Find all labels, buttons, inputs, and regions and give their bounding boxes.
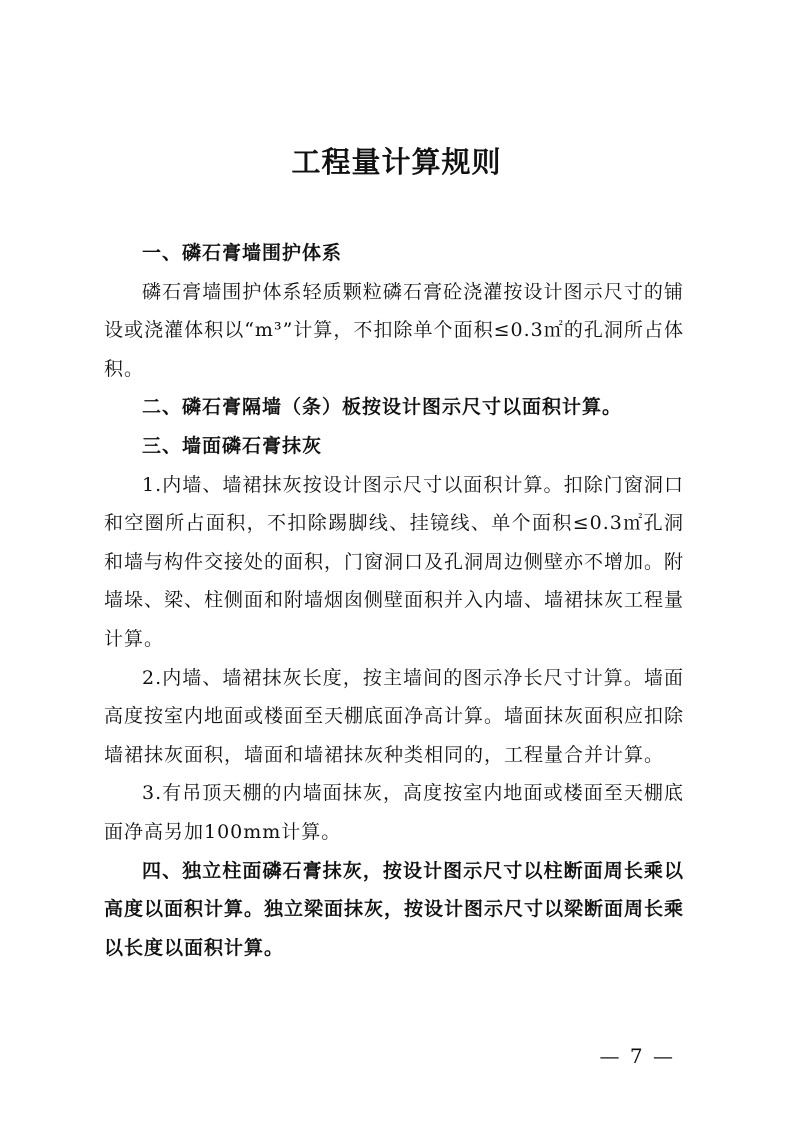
page-title: 工程量计算规则 [291,145,502,179]
paragraph: 3.有吊顶天棚的内墙面抹灰，高度按室内地面或楼面至天棚底面净高另加100mm计算。 [104,782,684,843]
paragraph: 2.内墙、墙裙抹灰长度，按主墙间的图示净长尺寸计算。墙面高度按室内地面或楼面至天棚底面净高计算。墙面抹灰面积应扣除墙裙抹灰面积，墙面和墙裙抹灰种类相同的，工程量合并计算。 [104,666,685,766]
section-heading-2: 二、磷石膏隔墙（条）板按设计图示尺寸以面积计算。 [142,396,623,419]
section-heading-3: 三、墙面磷石膏抹灰 [142,434,323,457]
paragraph: 磷石膏墙围护体系轻质颗粒磷石膏砼浇灌按设计图示尺寸的铺设或浇灌体积以“m³”计算，不扣除单个面积≤0.3㎡的孔洞所占体积。 [104,280,684,380]
paragraph: 1.内墙、墙裙抹灰按设计图示尺寸以面积计算。扣除门窗洞口和空圈所占面积，不扣除踢脚线、挂镜线、单个面积≤0.3㎡孔洞和墙与构件交接处的面积，门窗洞口及孔洞周边侧壁亦不增加。附墙垛、梁、柱侧面和附墙烟囱侧壁面积并入内墙、墙裙抹灰工程量计算。 [104,473,685,650]
section-heading-4: 四、独立柱面磷石膏抹灰，按设计图示尺寸以柱断面周长乘以高度以面积计算。独立梁面抹灰，按设计图示尺寸以梁断面周长乘以长度以面积计算。 [104,859,685,959]
document-body [104,234,684,967]
section-heading-1: 一、磷石膏墙围护体系 [142,242,343,264]
page-number: — 7 — [599,1044,675,1068]
